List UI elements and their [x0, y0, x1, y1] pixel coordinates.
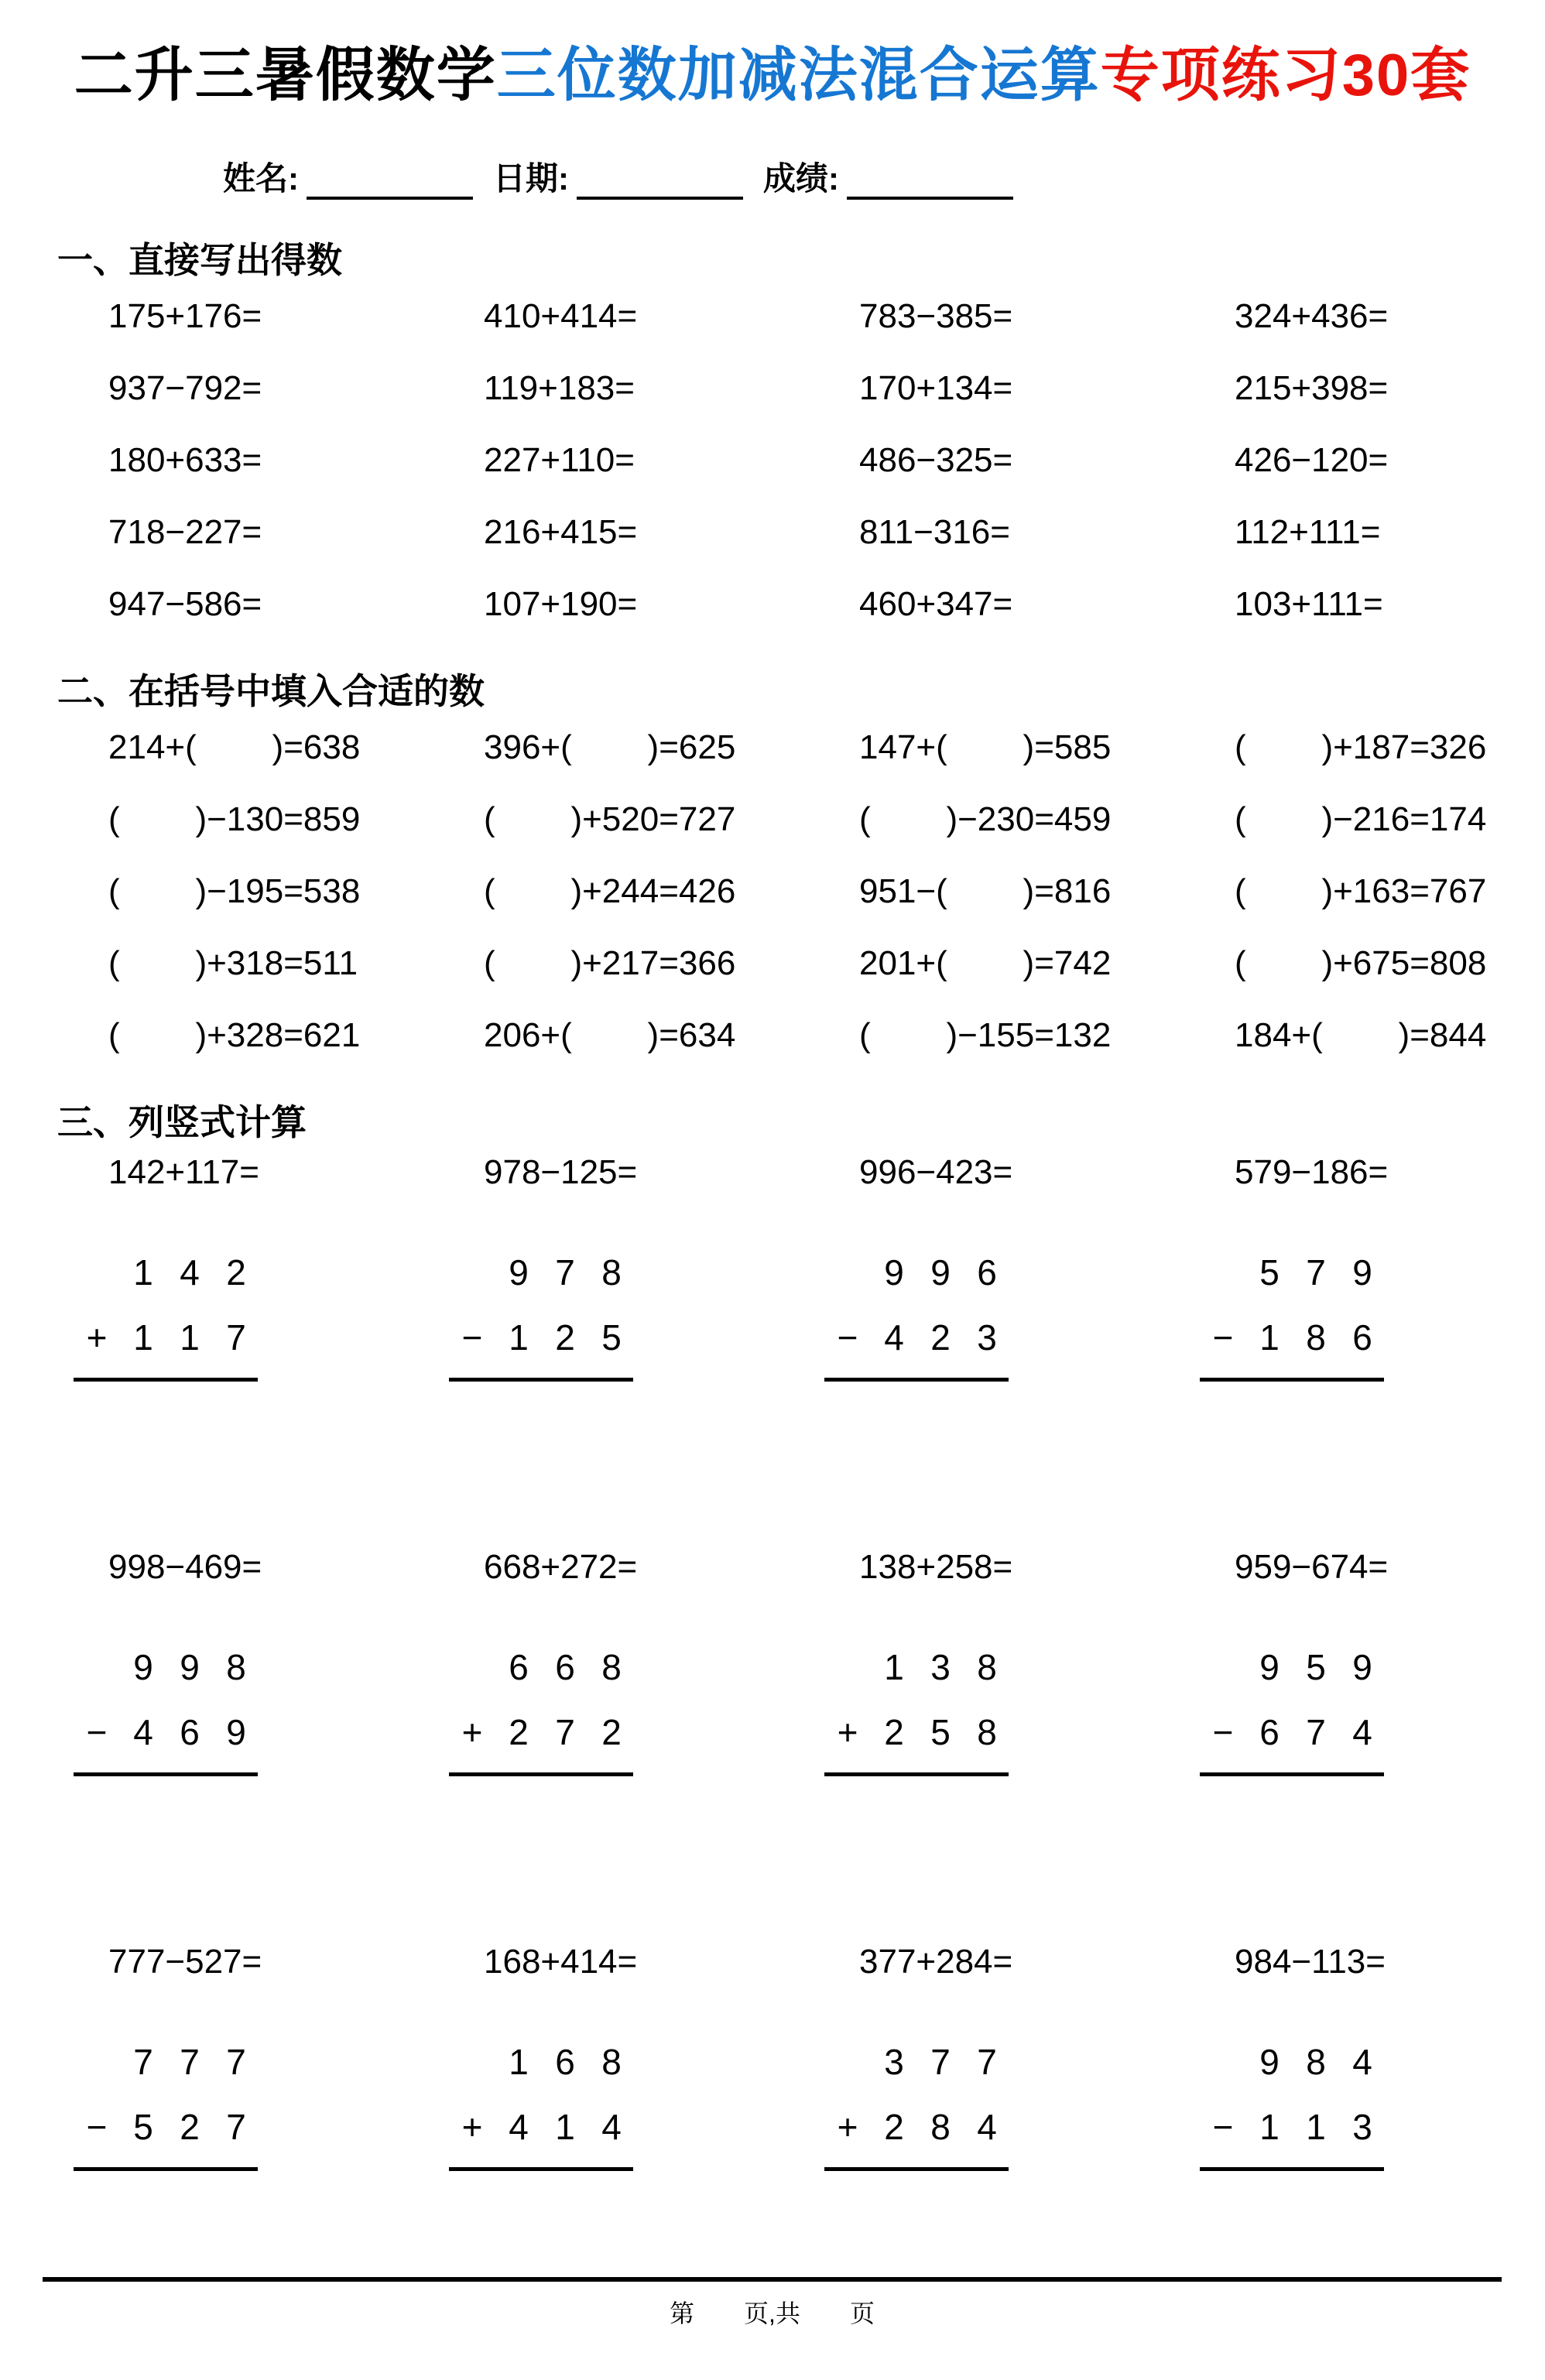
bottom-operand-row [449, 2094, 650, 2159]
math-problem: 998−469= [108, 1548, 262, 1586]
bottom-operand-row [449, 1700, 650, 1765]
score-label: 成绩: [763, 160, 839, 197]
digit: 2 [884, 1712, 904, 1752]
digit: 1 [555, 2107, 575, 2147]
digit: 5 [1259, 1252, 1280, 1293]
digit: 3 [1352, 2107, 1372, 2147]
vertical-calculation [449, 1240, 650, 1382]
fill-blank-problem: ( )−155=132 [859, 1015, 1112, 1054]
digit: 1 [1306, 2107, 1326, 2147]
top-operand-row [1200, 1240, 1401, 1305]
bottom-operand-row [1200, 1305, 1401, 1370]
equals-line [824, 1772, 1009, 1776]
math-problem: 579−186= [1235, 1153, 1389, 1191]
digit: 1 [1259, 1317, 1280, 1358]
digit: 9 [884, 1252, 904, 1293]
math-problem: 811−316= [859, 512, 1010, 551]
digit: 7 [180, 2042, 200, 2082]
digit: 8 [1306, 2042, 1326, 2082]
operator-sign: + [461, 1712, 483, 1752]
fill-blank-problem: 951−( )=816 [859, 872, 1112, 910]
digit: 6 [555, 2042, 575, 2082]
equals-line [74, 1378, 258, 1382]
digit: 6 [1352, 1317, 1372, 1358]
name-blank-field [307, 167, 473, 200]
top-operand-row [1200, 1635, 1401, 1700]
info-line [223, 153, 1545, 197]
equals-line [449, 1772, 633, 1776]
section1-problem-grid [108, 280, 1545, 640]
math-problem: 426−120= [1235, 440, 1389, 479]
digit: 2 [180, 2107, 200, 2147]
math-problem: 996−423= [859, 1153, 1013, 1191]
section2-heading: 二、在括号中填入合适的数 [57, 671, 485, 711]
digit: 5 [133, 2107, 153, 2147]
math-problem: 138+258= [859, 1548, 1013, 1586]
digit: 6 [1259, 1712, 1280, 1752]
digit: 1 [509, 2042, 529, 2082]
group2-problem-row [108, 1540, 1545, 1594]
bottom-operand-row [1200, 2094, 1401, 2159]
math-problem: 978−125= [484, 1153, 638, 1191]
operator-sign: + [837, 1712, 858, 1752]
digit: 8 [1306, 1317, 1326, 1358]
title-part-black: 二升三暑假数学 [74, 43, 497, 108]
vertical-calculation [1200, 1240, 1401, 1382]
digit: 7 [133, 2042, 153, 2082]
fill-blank-problem: 184+( )=844 [1235, 1015, 1487, 1054]
digit: 7 [555, 1252, 575, 1293]
digit: 7 [226, 2042, 246, 2082]
digit: 9 [1259, 2042, 1280, 2082]
digit: 4 [133, 1712, 153, 1752]
digit: 8 [977, 1647, 997, 1687]
math-problem: 959−674= [1235, 1548, 1389, 1586]
digit: 3 [977, 1317, 997, 1358]
fill-blank-problem: 147+( )=585 [859, 728, 1112, 766]
math-problem: 170+134= [859, 368, 1013, 407]
digit: 1 [133, 1317, 153, 1358]
vertical-calculation [74, 1240, 275, 1382]
digit: 1 [509, 1317, 529, 1358]
digit: 5 [930, 1712, 951, 1752]
top-operand-row [74, 1240, 275, 1305]
digit: 6 [180, 1712, 200, 1752]
operator-sign: − [1212, 1317, 1234, 1358]
fill-blank-problem: 396+( )=625 [484, 728, 736, 766]
math-problem: 107+190= [484, 584, 638, 623]
name-label: 姓名: [223, 160, 299, 197]
digit: 7 [930, 2042, 951, 2082]
operator-sign: − [461, 1317, 483, 1358]
digit: 8 [977, 1712, 997, 1752]
top-operand-row [824, 1635, 1026, 1700]
operator-sign: + [461, 2107, 483, 2147]
digit: 9 [180, 1647, 200, 1687]
vertical-calculation [74, 2029, 275, 2171]
equals-line [824, 1378, 1009, 1382]
bottom-operand-row [449, 1305, 650, 1370]
fill-blank-problem: ( )−130=859 [108, 800, 361, 838]
operator-sign: − [1212, 2107, 1234, 2147]
math-problem: 103+111= [1235, 584, 1383, 623]
fill-blank-problem: 201+( )=742 [859, 943, 1112, 982]
math-problem: 984−113= [1235, 1943, 1386, 1981]
bottom-operand-row [74, 2094, 275, 2159]
column-calc-group-2 [0, 1540, 1545, 1776]
digit: 8 [601, 1252, 622, 1293]
math-problem: 668+272= [484, 1548, 638, 1586]
digit: 9 [509, 1252, 529, 1293]
fill-blank-problem: ( )−230=459 [859, 800, 1112, 838]
digit: 2 [930, 1317, 951, 1358]
digit: 2 [601, 1712, 622, 1752]
fill-blank-problem: ( )+328=621 [108, 1015, 361, 1054]
digit: 4 [601, 2107, 622, 2147]
fill-blank-problem: 206+( )=634 [484, 1015, 736, 1054]
math-problem: 324+436= [1235, 296, 1389, 335]
digit: 9 [226, 1712, 246, 1752]
digit: 8 [601, 2042, 622, 2082]
column-calc-group-1 [0, 1145, 1545, 1382]
group1-vertical-row [74, 1240, 1545, 1382]
digit: 7 [555, 1712, 575, 1752]
digit: 7 [226, 2107, 246, 2147]
equals-line [1200, 1772, 1384, 1776]
digit: 2 [226, 1252, 246, 1293]
math-problem: 119+183= [484, 368, 635, 407]
vertical-calculation [824, 2029, 1026, 2171]
vertical-calculation [824, 1240, 1026, 1382]
bottom-operand-row [1200, 1700, 1401, 1765]
fill-blank-problem: ( )+187=326 [1235, 728, 1487, 766]
digit: 7 [226, 1317, 246, 1358]
operator-sign: − [837, 1317, 858, 1358]
digit: 1 [884, 1647, 904, 1687]
math-problem: 460+347= [859, 584, 1013, 623]
equals-line [449, 2167, 633, 2171]
digit: 3 [930, 1647, 951, 1687]
bottom-operand-row [74, 1305, 275, 1370]
digit: 6 [555, 1647, 575, 1687]
top-operand-row [824, 1240, 1026, 1305]
digit: 4 [1352, 1712, 1372, 1752]
digit: 7 [977, 2042, 997, 2082]
group2-vertical-row [74, 1635, 1545, 1776]
digit: 8 [601, 1647, 622, 1687]
operator-sign: + [837, 2107, 858, 2147]
operator-sign: − [1212, 1712, 1234, 1752]
digit: 4 [884, 1317, 904, 1358]
bottom-operand-row [74, 1700, 275, 1765]
equals-line [1200, 2167, 1384, 2171]
top-operand-row [74, 1635, 275, 1700]
top-operand-row [74, 2029, 275, 2094]
equals-line [74, 1772, 258, 1776]
digit: 2 [509, 1712, 529, 1752]
math-problem: 777−527= [108, 1943, 262, 1981]
digit: 4 [180, 1252, 200, 1293]
title-part-red: 专项练习30套 [1100, 43, 1471, 108]
digit: 5 [1306, 1647, 1326, 1687]
fill-blank-problem: ( )+244=426 [484, 872, 736, 910]
fill-blank-problem: ( )−195=538 [108, 872, 361, 910]
math-problem: 947−586= [108, 584, 262, 623]
fill-blank-problem: ( )+163=767 [1235, 872, 1487, 910]
equals-line [1200, 1378, 1384, 1382]
page-title [0, 0, 1545, 113]
top-operand-row [449, 1240, 650, 1305]
digit: 4 [509, 2107, 529, 2147]
bottom-operand-row [824, 1305, 1026, 1370]
digit: 2 [555, 1317, 575, 1358]
vertical-calculation [824, 1635, 1026, 1776]
math-problem: 937−792= [108, 368, 262, 407]
equals-line [74, 2167, 258, 2171]
group3-vertical-row [74, 2029, 1545, 2171]
vertical-calculation [74, 1635, 275, 1776]
digit: 7 [1306, 1252, 1326, 1293]
column-calc-group-3 [0, 1935, 1545, 2171]
group1-problem-row [108, 1145, 1545, 1200]
math-problem: 486−325= [859, 440, 1013, 479]
vertical-calculation [449, 2029, 650, 2171]
fill-blank-problem: ( )+217=366 [484, 943, 736, 982]
bottom-operand-row [824, 1700, 1026, 1765]
math-problem: 783−385= [859, 296, 1013, 335]
page-footer [43, 2277, 1502, 2330]
top-operand-row [1200, 2029, 1401, 2094]
top-operand-row [449, 1635, 650, 1700]
date-blank-field [577, 167, 743, 200]
digit: 3 [884, 2042, 904, 2082]
digit: 9 [1352, 1647, 1372, 1687]
operator-sign: − [86, 2107, 108, 2147]
math-problem: 718−227= [108, 512, 262, 551]
digit: 1 [1259, 2107, 1280, 2147]
fill-blank-problem: 214+( )=638 [108, 728, 361, 766]
group3-problem-row [108, 1935, 1545, 1989]
bottom-operand-row [824, 2094, 1026, 2159]
digit: 8 [930, 2107, 951, 2147]
digit: 7 [1306, 1712, 1326, 1752]
vertical-calculation [449, 1635, 650, 1776]
vertical-calculation [1200, 2029, 1401, 2171]
operator-sign: − [86, 1712, 108, 1752]
equals-line [449, 1378, 633, 1382]
math-problem: 168+414= [484, 1943, 638, 1981]
digit: 6 [977, 1252, 997, 1293]
fill-blank-problem: ( )+520=727 [484, 800, 736, 838]
math-problem: 112+111= [1235, 512, 1381, 551]
date-label: 日期: [493, 160, 569, 197]
vertical-calculation [1200, 1635, 1401, 1776]
math-problem: 215+398= [1235, 368, 1389, 407]
digit: 9 [930, 1252, 951, 1293]
math-problem: 175+176= [108, 296, 262, 335]
math-problem: 410+414= [484, 296, 638, 335]
math-problem: 180+633= [108, 440, 262, 479]
fill-blank-problem: ( )−216=174 [1235, 800, 1487, 838]
section1-heading: 一、直接写出得数 [57, 240, 342, 280]
section2-problem-grid [108, 711, 1545, 1071]
math-problem: 227+110= [484, 440, 635, 479]
fill-blank-problem: ( )+675=808 [1235, 943, 1487, 982]
operator-sign: + [86, 1317, 108, 1358]
digit: 6 [509, 1647, 529, 1687]
digit: 1 [180, 1317, 200, 1358]
digit: 9 [133, 1647, 153, 1687]
digit: 1 [133, 1252, 153, 1293]
math-problem: 142+117= [108, 1153, 259, 1191]
digit: 8 [226, 1647, 246, 1687]
digit: 4 [1352, 2042, 1372, 2082]
equals-line [824, 2167, 1009, 2171]
digit: 4 [977, 2107, 997, 2147]
title-part-blue: 三位数加减法混合运算 [496, 43, 1101, 108]
score-blank-field [847, 167, 1013, 200]
digit: 9 [1259, 1647, 1280, 1687]
math-problem: 216+415= [484, 512, 638, 551]
top-operand-row [824, 2029, 1026, 2094]
top-operand-row [449, 2029, 650, 2094]
section3-heading: 三、列竖式计算 [57, 1102, 307, 1142]
digit: 9 [1352, 1252, 1372, 1293]
digit: 5 [601, 1317, 622, 1358]
digit: 2 [884, 2107, 904, 2147]
fill-blank-problem: ( )+318=511 [108, 943, 358, 982]
footer-text: 第 页,共 页 [670, 2300, 875, 2327]
math-problem: 377+284= [859, 1943, 1013, 1981]
